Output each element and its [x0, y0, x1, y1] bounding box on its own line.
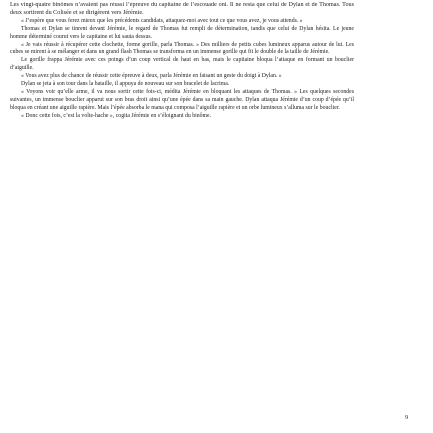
paragraph-weapon-reveal: « Voyons voir qu’elle arme, il va nous sortir cette fois-ci, médita Jérémie en bloquant les attaques de Thomas. » Les quelques secondes suivantes, un immense bouclier apparut sur son bras droit ainsi qu’une épée dans sa main gauche. Dylan attaqua Jérémie d’un coup d’épée qu’il bloqua en créant une aiguille rapière. Mais l’épée absorba le mana qui composa l’aiguille rapière et un orbe lumineux s’alluma sur le bouclier.: [10, 88, 354, 111]
paragraph-thomas-dylan: Thomas et Dylan se tinrent devant Jérémie, le regard de Thomas fut rempli de détermination, tandis que celui de Dylan hésita. Le jeune homme déterminé courut vers le capitaine et lui sauta dessus.: [10, 25, 354, 40]
paragraph-jeremie-gesture: « Vous avez plus de chance de réussir cette épreuve à deux, parla Jérémie en faisant un geste du doigt à Dylan. »: [21, 73, 282, 80]
paragraph-gorilla-attack: Le gorille frappa Jérémie avec ces poings d’un coup vertical de haut en bas, mais le capitaine bloqua l’attaque en formant un bouclier d’aiguille.: [10, 57, 354, 72]
paragraph-gorilla-form: « Je vais réussir à récupérer cette clochette, forme gorille, parla Thomas. » Des milliers de petits cubes lumineux apparus autour de lui. Les cubes se mirent à se mélanger et dans un grand flash Thomas se transforma en un immense gorille qui fit le double de la taille de Jérémie.: [10, 41, 354, 56]
paragraph-dylan-joins: Dylan se jeta à son tour dans la bataille, il appuya de nouveau sur son bracelet de lacrima.: [21, 81, 230, 88]
book-page: [10, 2, 354, 433]
paragraph-opening: Les vingt-quatre binômes n’avaient pas réussi l’épreuve du capitaine de l’escouade oni. Il ne resta que celui de Dylan et de Thomas. Tous deux sortirent du Colisée et se dirigèrent vers Jérémie.: [10, 2, 354, 16]
page-number: 9: [405, 414, 409, 421]
paragraph-volte-hache: « Donc cette fois, c’est la volte-hache », cogita Jérémie en s’éloignant du binôme.: [21, 112, 212, 119]
paragraph-jeremie-challenge: « J’espère que vous ferez mieux que les précédents candidats, attaquez-moi avec tout ce que vous avez, je vous attends. »: [21, 17, 303, 24]
